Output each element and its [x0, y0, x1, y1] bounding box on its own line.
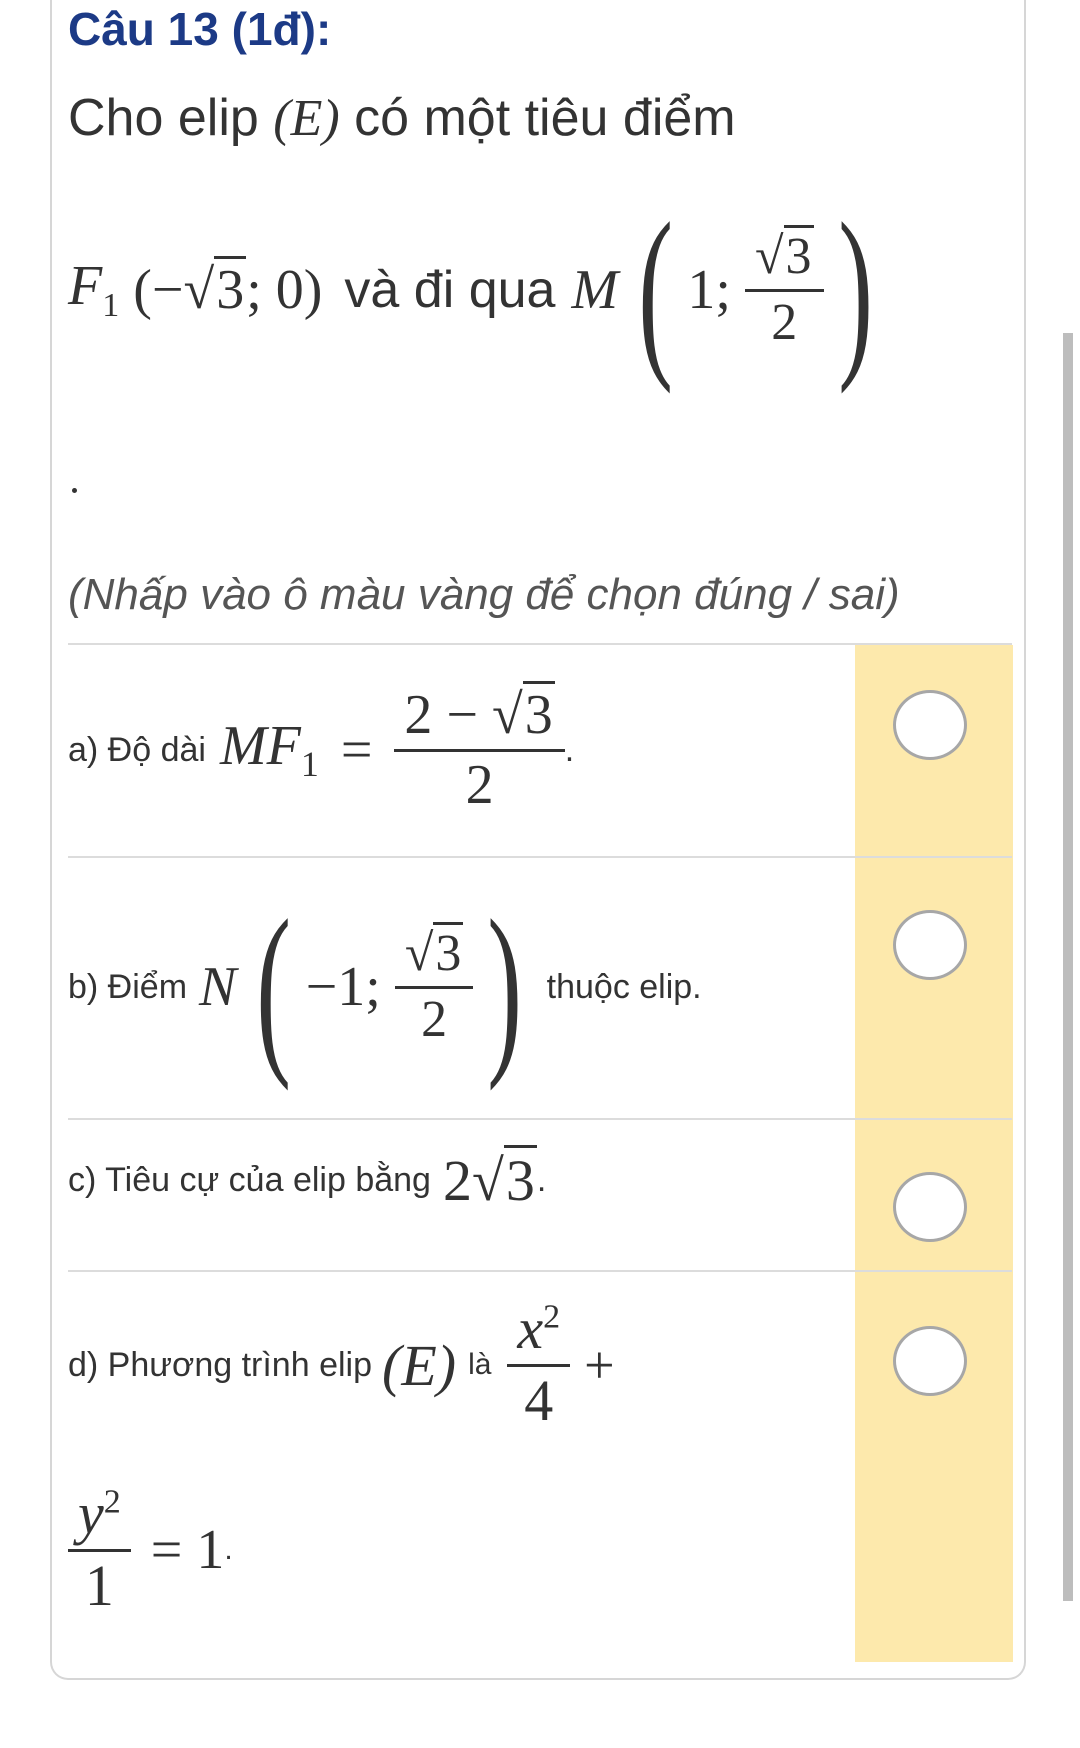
statement-c-value: 2√3 — [443, 1147, 537, 1214]
question-stem-line2: $F_1$ (−√3; 0) và đi qua M ( 1; $\frac{√3}{2}$ ) — [68, 190, 887, 390]
statement-a-fraction: $\frac{2 - √3}{2}$ — [394, 686, 564, 815]
focus-coordinates: (−√3; 0) — [133, 258, 322, 322]
statement-c: c) Tiêu cự của elip bằng 2√3 . — [68, 1135, 546, 1225]
stem-end-dot — [72, 488, 77, 493]
point-m-label: M — [571, 259, 619, 321]
statement-b: b) Điểm N ( −1; $\frac{√3}{2}$ ) thuộc elip. — [68, 882, 702, 1092]
statement-d-y-fraction: $\frac{y^2}{1}$ — [68, 1484, 131, 1617]
divider — [68, 856, 1012, 858]
statement-d: d) Phương trình elip (E) là $\frac{x^2}{4}$ + — [68, 1295, 615, 1433]
statement-a-radio[interactable] — [893, 690, 967, 760]
divider — [68, 1270, 1012, 1272]
answer-column[interactable] — [855, 645, 1013, 1662]
statement-d-x-fraction: $\frac{x^2}{4}$ — [507, 1299, 570, 1432]
focus-label: $F_1$ — [68, 255, 120, 325]
statement-a: a) Độ dài $MF_1$ = $\frac{2 - √3}{2}$ . — [68, 650, 574, 850]
left-paren: ( — [638, 185, 674, 395]
right-paren: ) — [837, 185, 873, 395]
statement-b-fraction: $\frac{√3}{2}$ — [395, 927, 474, 1047]
statement-b-radio[interactable] — [893, 910, 967, 980]
statement-d-line2: $\frac{y^2}{1}$ = 1 . — [68, 1460, 233, 1640]
point-m-fraction: $\frac{√3}{2}$ — [745, 230, 824, 350]
scrollbar[interactable] — [1063, 333, 1073, 1601]
statement-c-radio[interactable] — [893, 1172, 967, 1242]
statement-d-radio[interactable] — [893, 1326, 967, 1396]
question-title: Câu 13 (1đ): — [68, 3, 332, 55]
question-stem-line1: Cho elip (E) có một tiêu điểm — [68, 89, 736, 147]
divider — [68, 1118, 1012, 1120]
ellipse-symbol: (E) — [273, 90, 340, 147]
instruction-hint: (Nhấp vào ô màu vàng để chọn đúng / sai) — [68, 570, 900, 619]
